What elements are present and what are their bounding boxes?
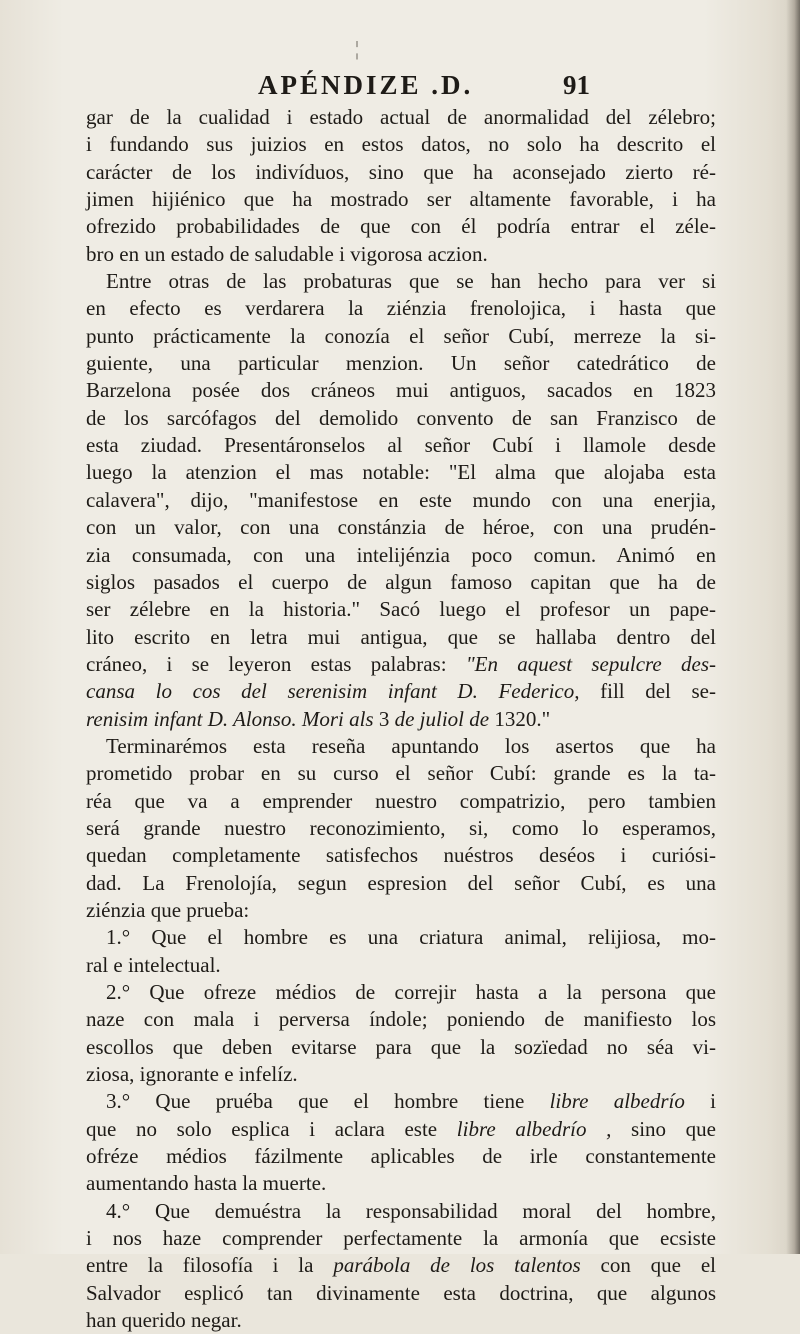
text-run: sino que	[611, 1116, 717, 1141]
text-line: 1.° Que el hombre es una criatura animal, relijiosa, mo-	[106, 925, 716, 950]
text-line: han querido negar.	[86, 1308, 242, 1333]
text-run: entre la filosofía i la	[86, 1253, 314, 1278]
text-run: 3.° Que pruéba que el hombre tiene	[106, 1089, 525, 1114]
text-line: con un valor, con una constánzia de héroe, con una prudén-	[86, 515, 716, 540]
text-line: lito escrito en letra mui antigua, que se hallaba dentro del	[86, 624, 716, 649]
text-line: de los sarcófagos del demolido convento de san Franzisco de	[86, 405, 716, 430]
text-line: escollos que deben evitarse para que la sozïedad no séa vi-	[86, 1034, 716, 1059]
text-line: dad. La Frenolojía, segun espresion del señor Cubí, es una	[86, 870, 716, 895]
text-line: en efecto es verdarera la ziénzia frenolojica, i hasta que	[86, 296, 716, 321]
text-line: ziénzia que prueba:	[86, 897, 250, 922]
text-line: guiente, una particular menzion. Un señor catedrático de	[86, 351, 716, 376]
text-line: Salvador esplicó tan divinamente esta doctrina, que algunos	[86, 1280, 716, 1305]
page-edge-shadow	[786, 0, 800, 1254]
text-line: 4.° Que demuéstra la responsabilidad moral del hombre,	[106, 1198, 716, 1223]
italic-term: libre albedrío ,	[456, 1116, 612, 1141]
text-line: naze con mala i perversa índole; poniendo de manifiesto los	[86, 1007, 716, 1032]
italic-quote: cansa lo cos del serenisim infant D. Federico,	[86, 679, 580, 704]
italic-term: libre albedrío	[549, 1089, 685, 1114]
text-line: siglos pasados el cuerpo de algun famoso capitan que ha de	[86, 569, 716, 594]
text-line: ral e intelectual.	[86, 952, 221, 977]
text-line: prometido probar en su curso el señor Cubí: grande es la ta-	[86, 761, 716, 786]
text-line	[86, 678, 716, 705]
text-line: Terminarémos esta reseña apuntando los asertos que ha	[106, 733, 716, 758]
text-line: ser zélebre en la historia." Sacó luego el profesor un pape-	[86, 597, 716, 622]
text-line: Entre otras de las probaturas que se han hecho para ver si	[106, 269, 716, 294]
text-line: punto prácticamente la conozía el señor Cubí, merreze la si-	[86, 323, 716, 348]
text-line: ofréze médios fázilmente aplicables de irle constantemente	[86, 1144, 716, 1169]
italic-quote: "En aquest sepulcre des-	[465, 651, 717, 676]
text-line: quedan completamente satisfechos nuéstros deséos i curiósi-	[86, 843, 716, 868]
text-line: zia consumada, con una intelijénzia poco comun. Animó en	[86, 542, 716, 567]
text-line: i fundando sus juizios en estos datos, no solo ha descrito el	[86, 132, 716, 157]
text-line	[86, 1116, 716, 1143]
print-mark: ¦	[355, 38, 360, 60]
text-line	[86, 706, 716, 733]
text-line: jimen hijiénico que ha mostrado ser altamente favorable, i ha	[86, 187, 716, 212]
text-run: 1320."	[489, 706, 551, 731]
text-line	[86, 1088, 716, 1115]
text-line: esta ziudad. Presentáronselos al señor Cubí i llamole desde	[86, 433, 716, 458]
text-line: ziosa, ignorante e infelíz.	[86, 1062, 298, 1087]
page-number: 91	[563, 70, 590, 100]
text-line: gar de la cualidad i estado actual de anormalidad del zélebro;	[86, 105, 716, 129]
italic-quote: de juliol de	[394, 706, 490, 731]
italic-quote: renisim infant D. Alonso. Mori als	[86, 706, 374, 731]
text-line: será grande nuestro reconozimiento, si, como lo esperamos,	[86, 815, 716, 840]
text-run: fill del se-	[579, 679, 716, 704]
text-line: luego la atenzion el mas notable: "El alma que alojaba esta	[86, 460, 716, 485]
text-line: 2.° Que ofreze médios de correjir hasta a la persona que	[106, 980, 716, 1004]
text-line	[86, 1252, 716, 1279]
text-line: Barzelona posée dos cráneos mui antiguos, sacados en 1823	[86, 378, 716, 403]
text-line: bro en un estado de saludable i vigorosa aczion.	[86, 241, 488, 266]
text-line: carácter de los indivíduos, sino que ha aconsejado zierto ré-	[86, 159, 716, 184]
text-run: con que el	[580, 1253, 716, 1278]
text-line: calavera", dijo, "manifestose en este mundo con una enerjia,	[86, 487, 716, 512]
text-line: i nos haze comprender perfectamente la armonía que ecsiste	[86, 1226, 716, 1251]
text-line: ofrezido probabilidades de que con él podría entrar el zéle-	[86, 214, 716, 239]
text-run: cráneo, i se leyeron estas palabras:	[86, 651, 447, 676]
running-title: APÉNDIZE .D.	[258, 70, 474, 100]
text-line: réa que va a emprender nuestro compatrizio, pero tambien	[86, 788, 716, 813]
italic-term: parábola de los talentos	[333, 1253, 581, 1278]
text-run: i	[684, 1089, 716, 1114]
text-run: que no solo esplica i aclara este	[86, 1116, 438, 1141]
body-text	[86, 104, 716, 1334]
text-line: aumentando hasta la muerte.	[86, 1171, 327, 1196]
page-header	[0, 70, 800, 100]
text-run: 3	[373, 706, 395, 731]
text-line	[86, 651, 716, 678]
